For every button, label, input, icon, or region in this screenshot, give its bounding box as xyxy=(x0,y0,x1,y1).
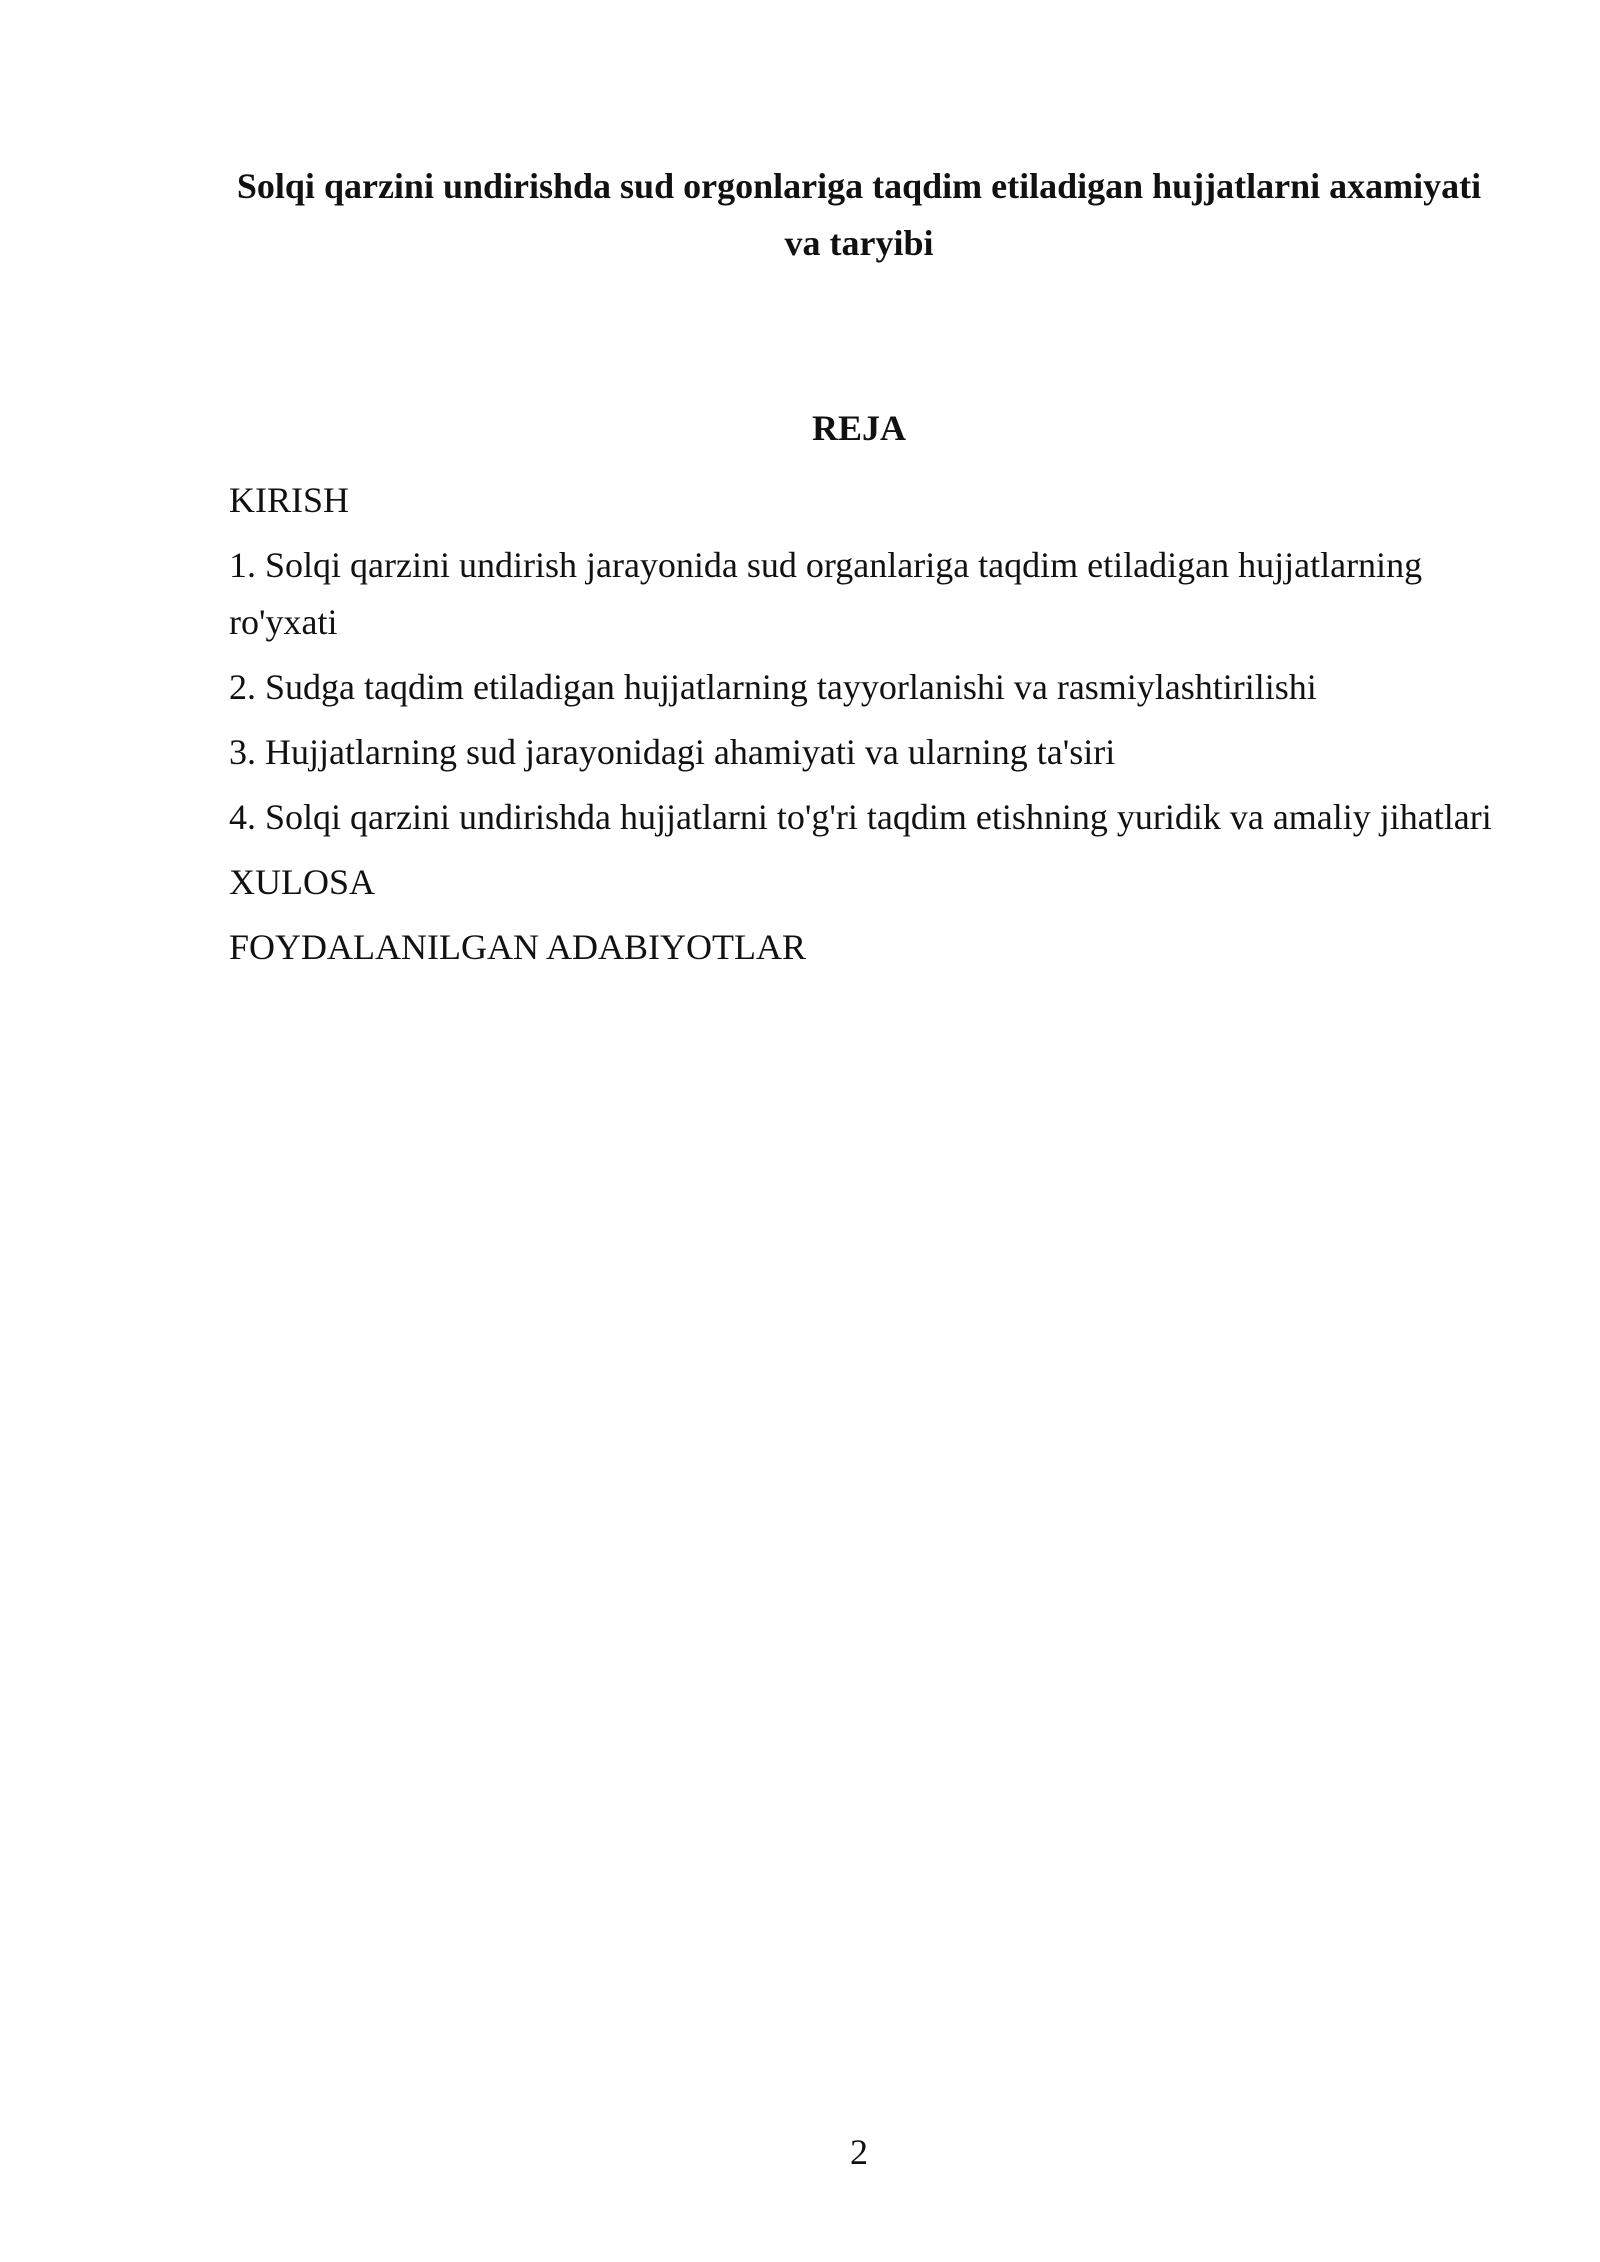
plan-item-references: FOYDALANILGAN ADABIYOTLAR xyxy=(229,927,806,967)
plan-item-4: 4. Solqi qarzini undirishda hujjatlarni to'g'ri taqdim etishning yuridik va amaliy jihatlari xyxy=(229,797,1492,837)
plan-item-1: 1. Solqi qarzini undirish jarayonida sud organlariga taqdim etiladigan hujjatlarning ro'yxati xyxy=(229,545,1423,642)
plan-item-3: 3. Hujjatlarning sud jarayonidagi ahamiyati va ularning ta'siri xyxy=(229,732,1116,772)
plan-item-introduction: KIRISH xyxy=(229,480,350,520)
plan-item-2: 2. Sudga taqdim etiladigan hujjatlarning tayyorlanishi va rasmiylashtirilishi xyxy=(229,667,1317,707)
plan-item-conclusion: XULOSA xyxy=(229,862,376,902)
plan-heading: REJA xyxy=(811,408,906,448)
page-number: 2 xyxy=(850,2132,868,2172)
plan-list xyxy=(229,472,1499,984)
document-title: Solqi qarzini undirishda sud orgonlariga taqdim etiladigan hujjatlarni axamiyati va taryibi xyxy=(236,166,1482,263)
